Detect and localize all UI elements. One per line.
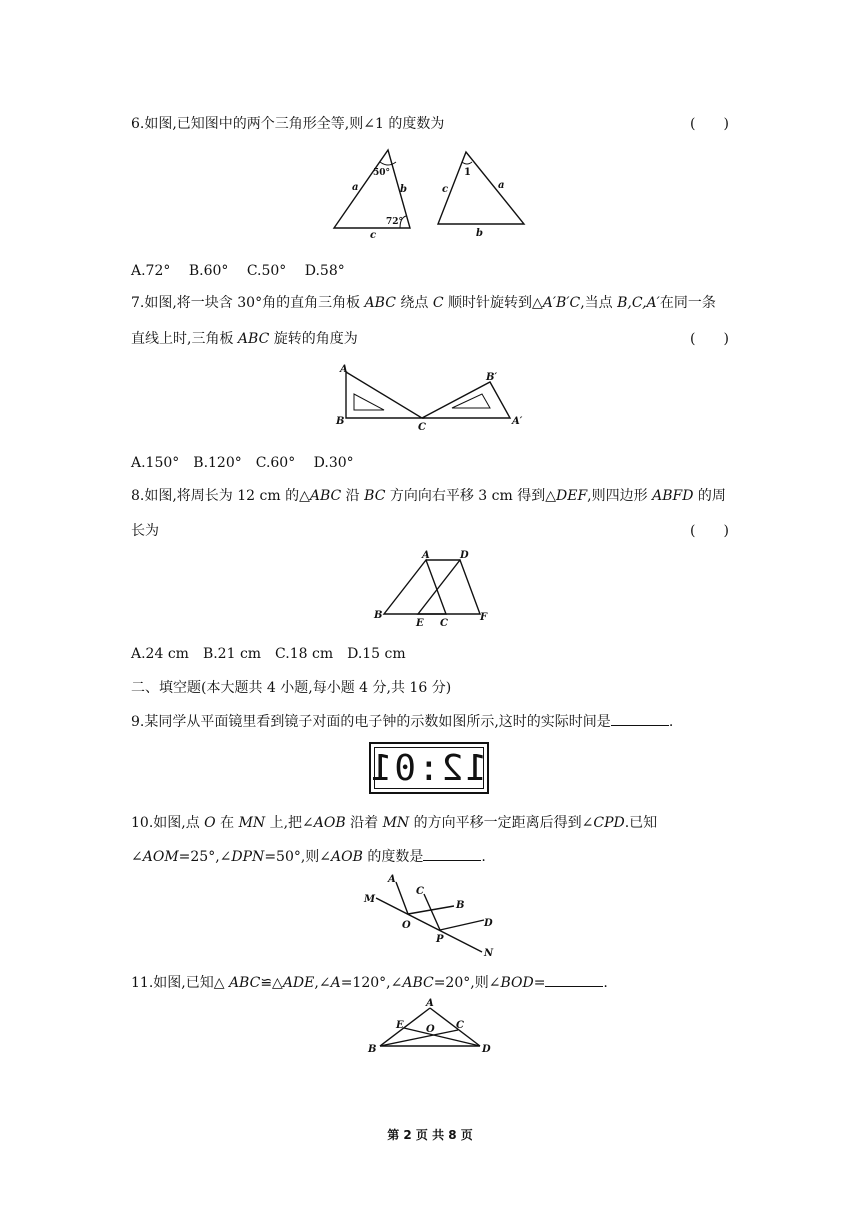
q9-clock bbox=[369, 742, 489, 794]
q10-stem-line1: 10.如图,点 O 在 MN 上,把∠AOB 沿着 MN 的方向平移一定距离后得到∠CPD.已知 bbox=[131, 815, 658, 831]
q11-label-A: A bbox=[426, 998, 434, 1009]
q11-label-O: O bbox=[426, 1024, 435, 1035]
q6-angle-1: 1 bbox=[464, 167, 471, 178]
q7-label-C: C bbox=[418, 422, 426, 433]
q8-stem-line1: 8.如图,将周长为 12 cm 的△ABC 沿 BC 方向向右平移 3 cm 得到△DEF,则四边形 ABFD 的周 bbox=[131, 488, 726, 504]
q8-label-E: E bbox=[416, 618, 424, 629]
q10-label-C: C bbox=[416, 886, 424, 897]
q10-label-M: M bbox=[364, 894, 376, 905]
q7-stem-line2: 直线上时,三角板 ABC 旋转的角度为 bbox=[131, 331, 358, 347]
q7-triangle-a1b1c bbox=[422, 382, 510, 418]
q10-figure bbox=[362, 872, 502, 962]
q6-left-side-a: a bbox=[352, 182, 359, 193]
q8-triangle-def bbox=[418, 560, 480, 614]
q8-label-D: D bbox=[460, 550, 469, 561]
q8-label-A: A bbox=[422, 550, 430, 561]
q7-label-B1: B′ bbox=[486, 372, 498, 383]
q11-label-C: C bbox=[456, 1020, 464, 1031]
q6-figure bbox=[330, 148, 530, 241]
q10-stem-line2: ∠AOM=25°,∠DPN=50°,则∠AOB 的度数是 . bbox=[131, 849, 486, 865]
q11-stem: 11.如图,已知△ ABC≌△ADE,∠A=120°,∠ABC=20°,则∠BOD= . bbox=[131, 975, 608, 991]
q9-stem: 9.某同学从平面镜里看到镜子对面的电子钟的示数如图所示,这时的实际时间是 . bbox=[131, 714, 674, 730]
q11-figure bbox=[368, 998, 498, 1058]
q9-answer-blank[interactable] bbox=[611, 713, 669, 726]
q10-label-P: P bbox=[436, 934, 444, 945]
q8-answer-paren: ( ) bbox=[690, 523, 729, 539]
q8-stem-line2: 长为 bbox=[131, 523, 159, 539]
q6-angle-50: 50° bbox=[373, 168, 391, 178]
q6-right-side-c: c bbox=[442, 184, 449, 195]
q6-right-side-b: b bbox=[476, 228, 483, 239]
q7-options: A.150° B.120° C.60° D.30° bbox=[131, 455, 354, 471]
q6-options: A.72° B.60° C.50° D.58° bbox=[131, 263, 345, 279]
q11-answer-blank[interactable] bbox=[545, 974, 603, 987]
q6-right-side-a: a bbox=[498, 180, 505, 191]
q8-figure bbox=[372, 548, 502, 628]
q8-options: A.24 cm B.21 cm C.18 cm D.15 cm bbox=[131, 646, 406, 662]
q6-angle-72: 72° bbox=[386, 217, 404, 227]
q7-figure bbox=[332, 362, 532, 432]
q8-label-B: B bbox=[374, 610, 383, 621]
q10-label-O: O bbox=[402, 920, 411, 931]
q10-label-D: D bbox=[484, 918, 493, 929]
q6-triangle-right bbox=[438, 152, 524, 224]
q10-label-N: N bbox=[484, 948, 494, 959]
q7-answer-paren: ( ) bbox=[690, 331, 729, 347]
q6-answer-paren: ( ) bbox=[690, 116, 729, 132]
section-2-heading: 二、填空题(本大题共 4 小题,每小题 4 分,共 16 分) bbox=[131, 680, 452, 696]
page-footer: 第 2 页 共 8 页 bbox=[387, 1128, 473, 1142]
q7-stem-line1: 7.如图,将一块含 30°角的直角三角板 ABC 绕点 C 顺时针旋转到△A′B′C,当点 B,C,A′在同一条 bbox=[131, 295, 716, 311]
q11-label-E: E bbox=[396, 1020, 404, 1031]
q6-stem: 6.如图,已知图中的两个三角形全等,则∠1 的度数为 bbox=[131, 116, 445, 132]
q6-left-side-b: b bbox=[400, 184, 407, 195]
q11-label-B: B bbox=[368, 1044, 377, 1055]
q10-label-B: B bbox=[456, 900, 465, 911]
q11-label-D: D bbox=[482, 1044, 491, 1055]
q10-label-A: A bbox=[388, 874, 396, 885]
q8-label-F: F bbox=[480, 612, 488, 623]
q7-label-A1: A′ bbox=[512, 416, 523, 427]
q6-left-side-c: c bbox=[370, 230, 377, 241]
q7-label-B: B bbox=[336, 416, 345, 427]
q9-clock-display: 12:01 bbox=[368, 748, 487, 789]
q8-label-C: C bbox=[440, 618, 448, 629]
q8-triangle-abc bbox=[384, 560, 446, 614]
q7-triangle-abc bbox=[346, 372, 422, 418]
q10-answer-blank[interactable] bbox=[423, 848, 481, 861]
q7-label-A: A bbox=[340, 364, 348, 375]
